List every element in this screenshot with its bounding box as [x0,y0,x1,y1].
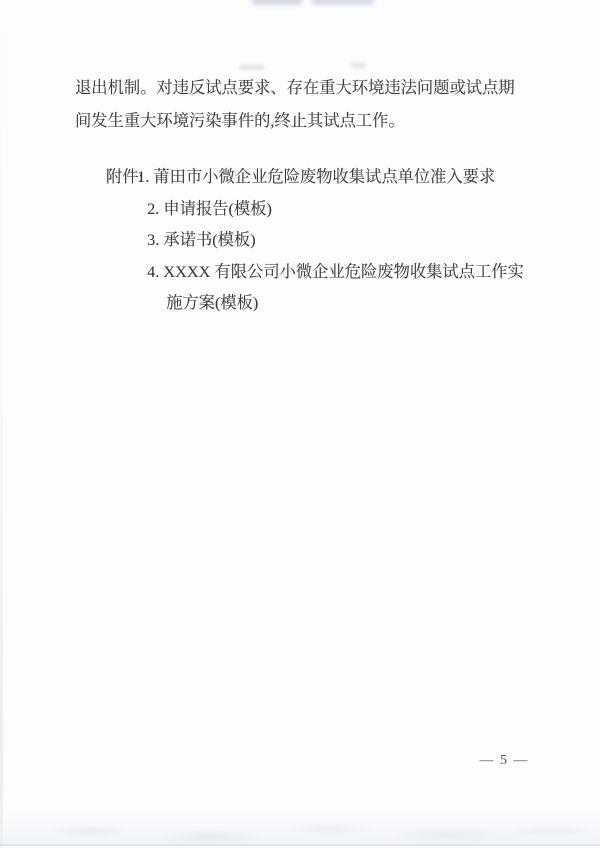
attachment-item: 4. XXXX 有限公司小微企业危险废物收集试点工作实施方案(模板) [147,261,524,312]
attachments-list [137,161,525,319]
scan-speck-left [240,65,264,70]
attachment-item: 3. 承诺书(模板) [147,230,256,249]
page-number: — 5 — [479,753,529,768]
scan-left-edge-shading [0,0,3,848]
body-paragraph: 退出机制。对违反试点要求、存在重大环境违法问题或试点期间发生重大环境污染事件的,终止其试点工作。 [75,78,515,131]
attachments-label: 附件: [106,167,144,186]
scan-speck-right [351,63,366,68]
attachments-block [106,161,525,319]
scan-bleedthrough-top-left [252,0,302,5]
scan-bleedthrough-top-right [312,0,374,5]
attachment-item: 1. 莆田市小微企业危险废物收集试点单位准入要求 [137,167,496,186]
scan-bottom-shading [0,810,600,848]
attachment-item: 2. 申请报告(模板) [147,198,272,218]
